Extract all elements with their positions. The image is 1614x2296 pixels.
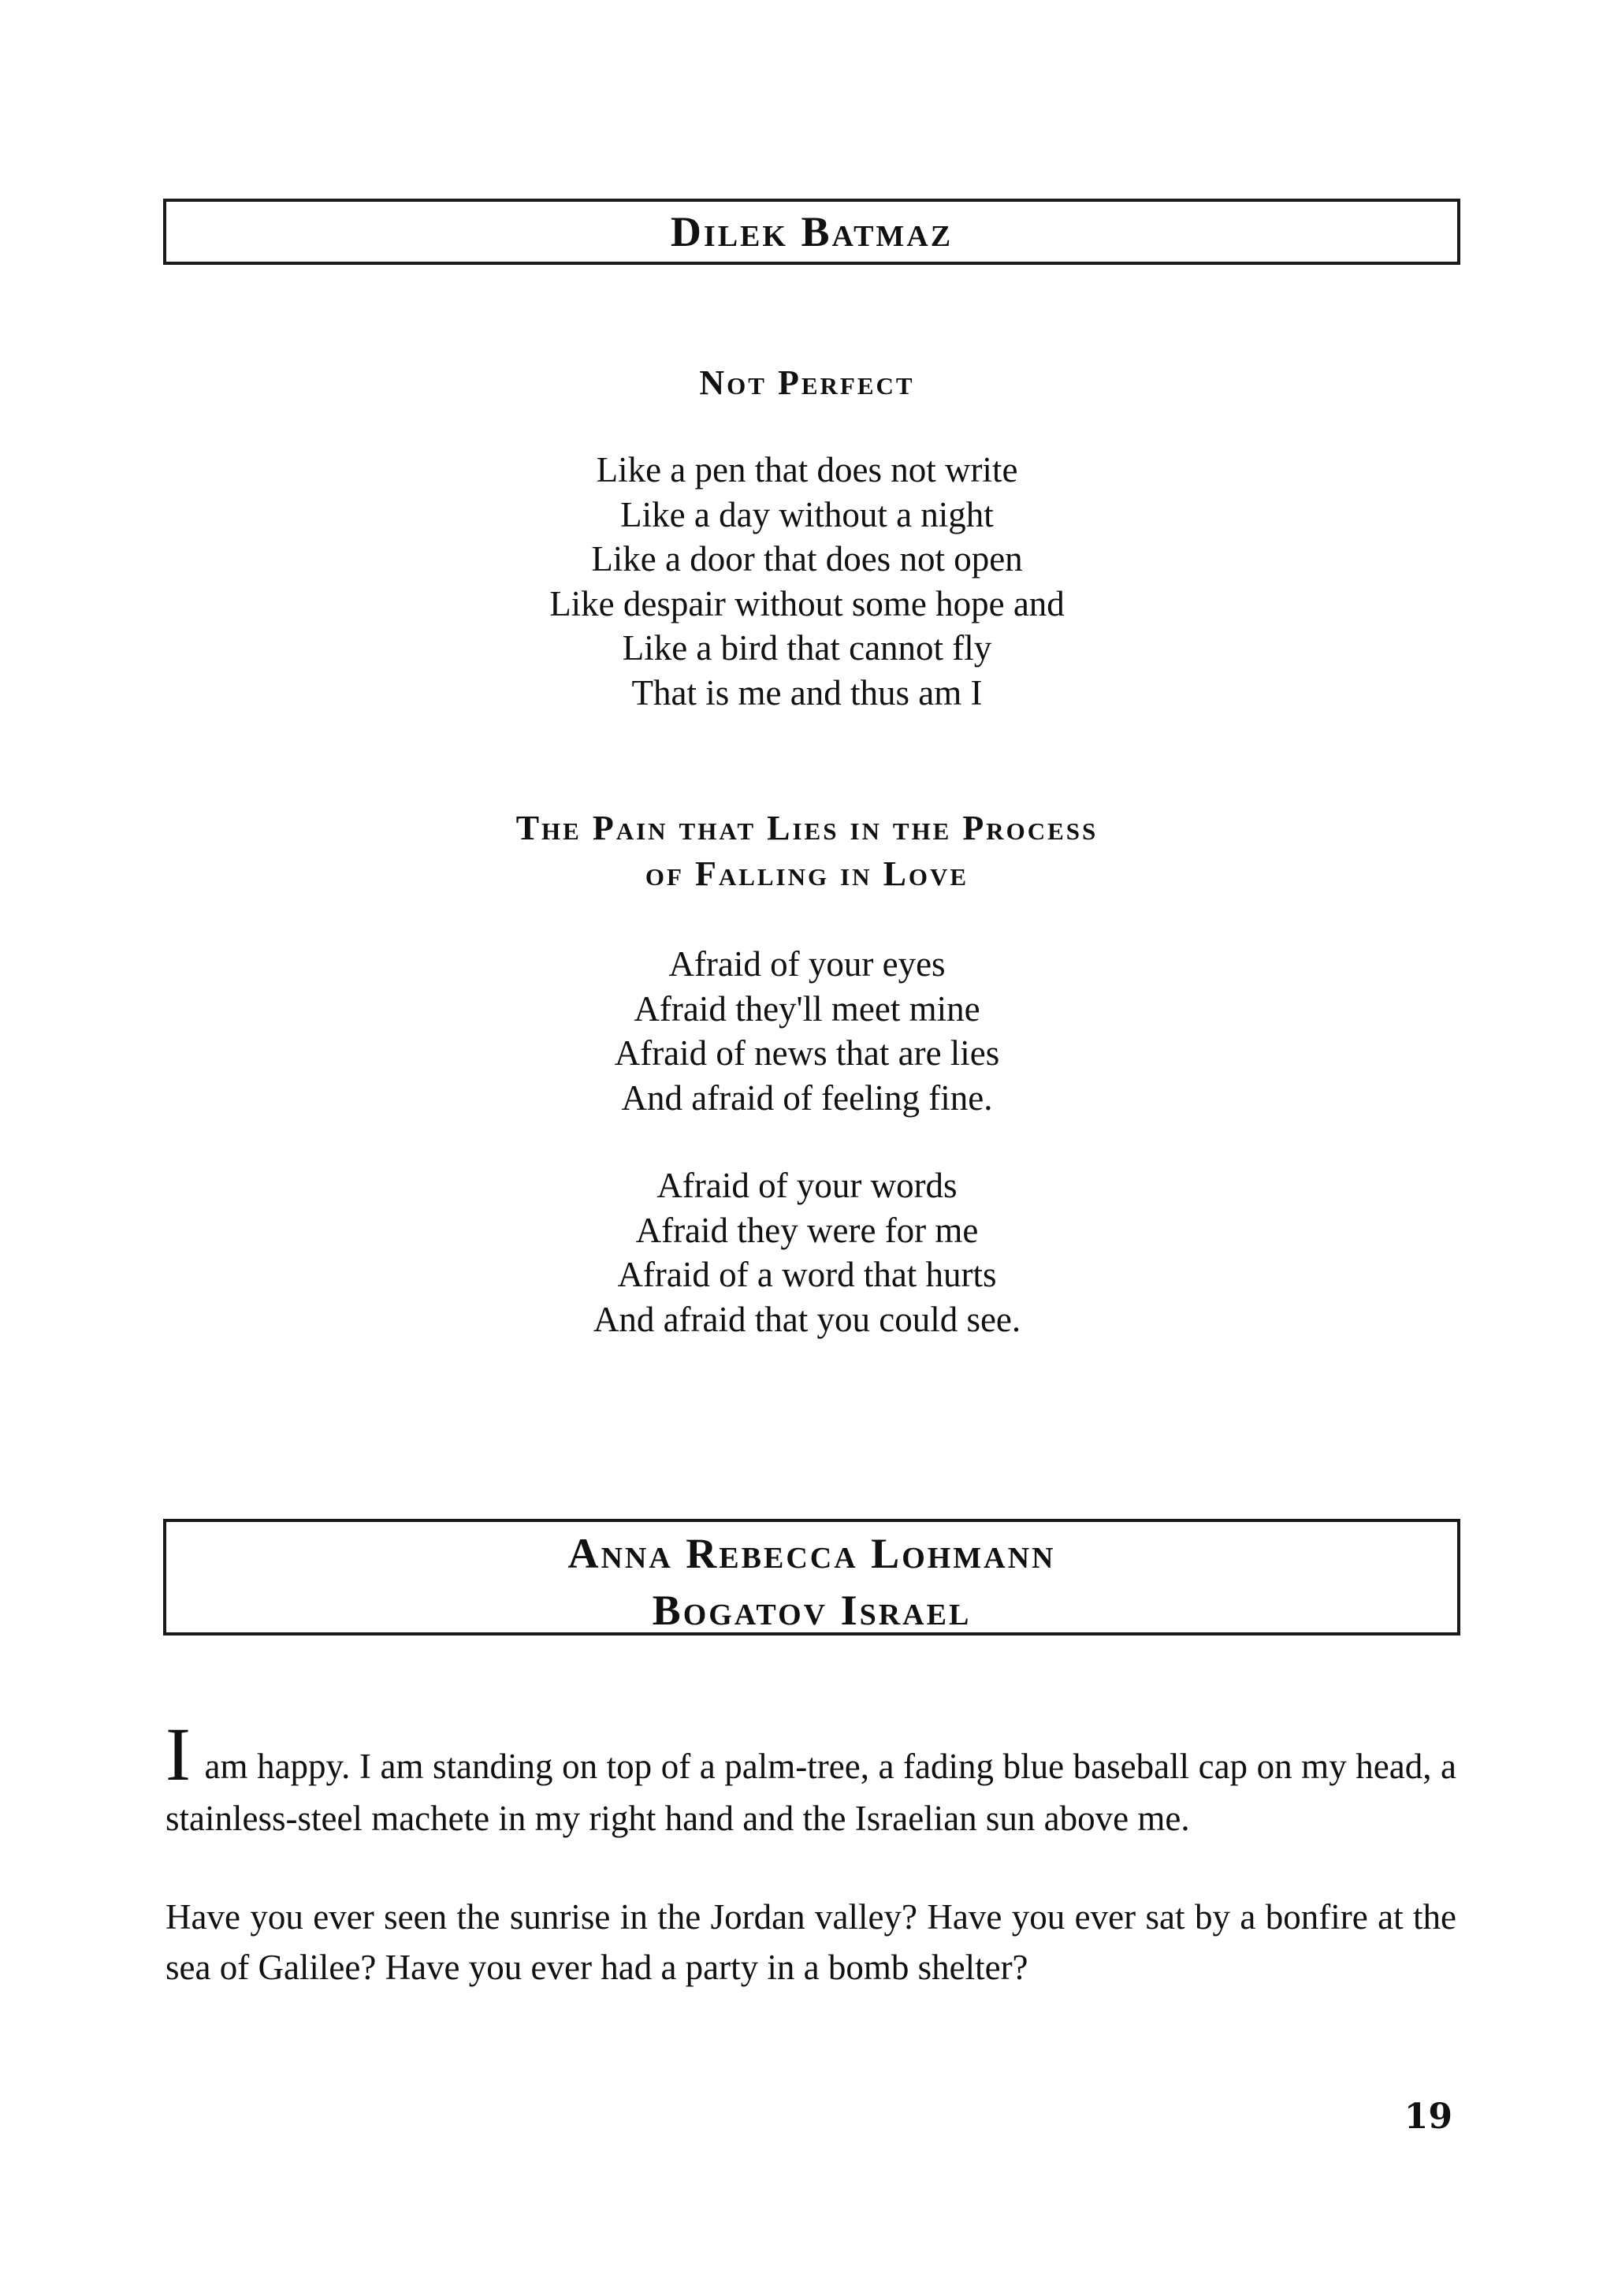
poem-stanza [0,448,1614,715]
page-number: 19 [1404,2097,1452,2137]
author-box-dilek-batmaz [163,199,1460,265]
poem-line: Like despair without some hope and [549,583,1065,623]
poem-line: Like a door that does not open [591,539,1023,579]
paragraph-text: am happy. I am standing on top of a palm-tree, a fading blue baseball cap on my head, a stainless-steel machete in my right hand and the Israelian sun above me. [165,1747,1456,1838]
poem-line: Afraid of news that are lies [614,1033,1000,1073]
poem-line: Like a day without a night [620,494,994,534]
poem-line: That is me and thus am I [631,672,983,713]
poem-stanza [0,1163,1614,1342]
poem-stanza [0,942,1614,1120]
poem-title-not-perfect: Not Perfect [699,363,915,402]
author-location: Bogatov Israel [652,1587,972,1634]
poem-line: And afraid of feeling fine. [621,1077,993,1118]
drop-cap: I [165,1712,191,1796]
poem-line: Afraid of a word that hurts [617,1255,997,1294]
poem-line: Like a pen that does not write [596,450,1018,489]
poem-line: Afraid of your eyes [668,944,946,984]
author-name: Anna Rebecca Lohmann [567,1530,1056,1577]
poem-line: Afraid they'll meet mine [634,988,980,1029]
author-box-anna-rebecca-lohmann [163,1519,1460,1635]
poem-title-pain-of-love [0,806,1614,897]
author-name: Dilek Batmaz [670,208,954,255]
poem-title-line: The Pain that Lies in the Process [515,809,1099,847]
poem-line: Afraid they were for me [635,1210,979,1250]
poem-line: And afraid that you could see. [593,1299,1021,1339]
body-paragraph: Have you ever seen the sunrise in the Jordan valley? Have you ever sat by a bonfire at the sea of Galilee? Have you ever had a party in a bomb shelter? [165,1897,1456,1987]
poem-line: Like a bird that cannot fly [622,628,992,668]
poem-title-line: of Falling in Love [645,854,969,893]
body-paragraph [165,1712,1456,1844]
poem-line: Afraid of your words [656,1166,958,1205]
